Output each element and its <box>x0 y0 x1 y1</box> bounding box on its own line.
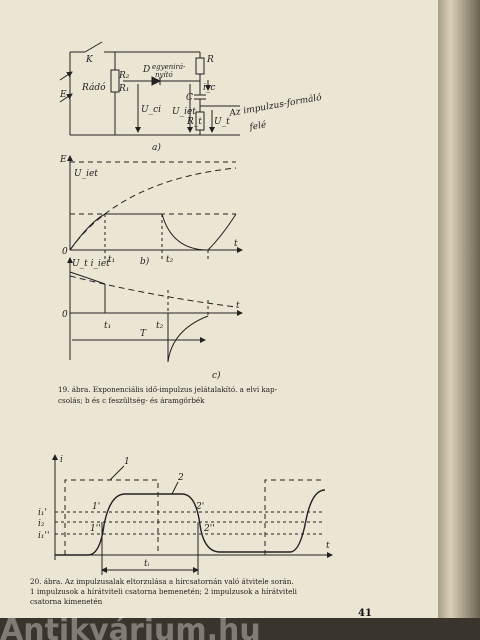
graph-c-x-label: t <box>236 301 240 311</box>
diode-note-2: nyító <box>155 71 173 79</box>
uci-label: U_ci <box>141 105 162 115</box>
diode-label: D <box>143 65 151 75</box>
graph-b-t1: t₁ <box>108 255 116 265</box>
graph-c-t2: t₂ <box>156 321 164 331</box>
page-number: 41 <box>358 608 372 619</box>
label-2-double-prime: 2'' <box>204 524 215 534</box>
source-label: Rádó <box>82 83 106 93</box>
label-2-prime: 2' <box>196 502 205 512</box>
ut-label: U_t <box>214 117 230 127</box>
level-c-label: i₁'' <box>38 531 50 541</box>
panel-a-label: a) <box>152 143 161 153</box>
c-label: C <box>186 93 193 103</box>
graph-c <box>70 258 242 362</box>
r-label: R <box>207 55 214 65</box>
output-label-1: Az impulzus-formáló <box>228 92 323 119</box>
graph-b-x-label: t <box>234 239 238 249</box>
r1-label: R₁ <box>119 84 130 94</box>
pulse-distortion-chart <box>55 455 332 575</box>
graph-b-t2: t₂ <box>166 255 174 265</box>
figure20-caption-line1: 20. ábra. Az impulzusalak eltorzulása a hírcsatornán való átvitele során. <box>30 577 294 586</box>
level-a-label: i₁' <box>38 508 47 518</box>
curve2-label: 2 <box>178 473 184 483</box>
figure20-caption-line2: 1 impulzusok a hírátviteli csatorna bemenetén; 2 impulzusok a hírátviteli <box>30 587 297 596</box>
panel-c-label: c) <box>212 371 221 381</box>
circuit-labels <box>59 55 323 153</box>
r2-label: R₂ <box>119 71 130 81</box>
figure19-caption-line1: 19. ábra. Exponenciális idő-impulzus jelátalakító. a elvi kap- <box>58 385 278 394</box>
graph-b-level-label: U_iet <box>74 169 98 179</box>
curve1-label: 1 <box>124 457 130 467</box>
graph-c-y-label: U_t i_iet <box>72 259 110 269</box>
level-b-label: i₂ <box>38 519 45 529</box>
figure19-caption-line2: csolás; b és c feszültség- és áramgörbék <box>58 396 205 405</box>
fig20-x-label: t <box>326 541 330 551</box>
rt-label: R_t <box>187 117 202 127</box>
label-1-prime: 1' <box>92 502 101 512</box>
watermark-text: Antikvárium.hu <box>0 613 261 640</box>
graph-c-labels <box>62 259 240 381</box>
uiet-label: U_iet <box>172 107 196 117</box>
diode-note-1: egyenirá- <box>152 63 186 71</box>
source-sub-label: E <box>60 90 67 100</box>
graph-c-origin: 0 <box>62 310 68 320</box>
output-label-2: felé <box>248 120 268 133</box>
fig20-y-label: i <box>60 455 63 465</box>
switch-label: K <box>86 55 93 65</box>
graph-c-period: T <box>140 329 147 339</box>
label-1-double-prime: 1'' <box>90 524 101 534</box>
graph-b-origin: 0 <box>62 247 68 257</box>
figure20-caption-line3: csatorna kimenetén <box>30 597 103 606</box>
duration-label: tᵢ <box>144 559 150 569</box>
panel-b-label: b) <box>140 257 150 267</box>
graph-b-y-label: E <box>60 155 67 165</box>
graph-c-t1: t₁ <box>104 321 112 331</box>
ic-label: i_c <box>203 83 216 93</box>
